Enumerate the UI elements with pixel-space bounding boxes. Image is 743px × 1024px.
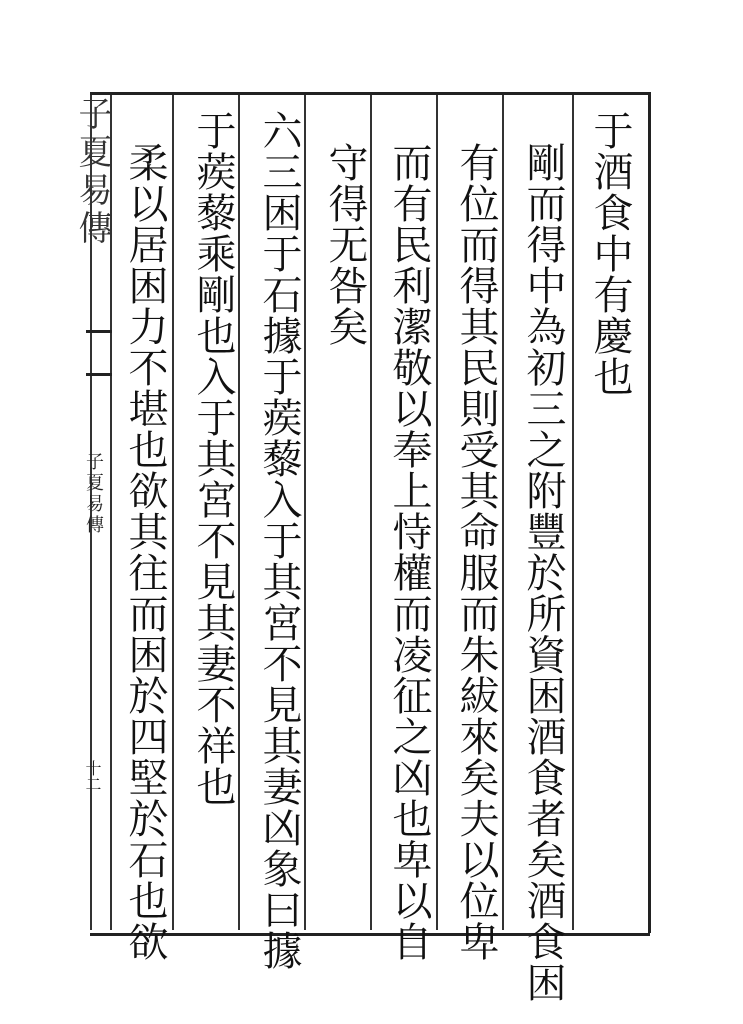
column-rule	[304, 95, 306, 930]
margin-title: 子夏易傳	[72, 96, 112, 248]
text-column-8: 柔以居困力不堪也欲其往而困於四堅於石也欲	[122, 142, 168, 962]
fish-tail-mark	[86, 330, 112, 376]
column-rule	[436, 95, 438, 930]
text-column-2: 剛而得中為初三之附豐於所資困酒食者矣酒食困	[520, 142, 566, 1003]
margin-page-number: 十二	[83, 760, 102, 792]
column-rule	[572, 95, 574, 930]
text-column-5: 守得无咎矣	[322, 142, 368, 347]
frame-right-border	[648, 92, 651, 933]
text-column-6: 六三困于石據于蒺藜入于其宮不見其妻凶象曰據	[256, 110, 302, 971]
text-column-1: 于酒食中有慶也	[587, 110, 633, 397]
column-rule	[502, 95, 504, 930]
column-rule	[370, 95, 372, 930]
text-column-3: 有位而得其民則受其命服而朱紱來矣夫以位卑	[453, 142, 499, 962]
column-rule	[238, 95, 240, 930]
text-column-4: 而有民利潔敬以奉上恃權而凌征之凶也卑以自	[386, 142, 432, 962]
text-column-7: 于蒺藜乘剛也入于其宮不見其妻不祥也	[190, 110, 236, 807]
margin-book-label: 子夏易傳	[83, 452, 104, 536]
column-rule	[172, 95, 174, 930]
